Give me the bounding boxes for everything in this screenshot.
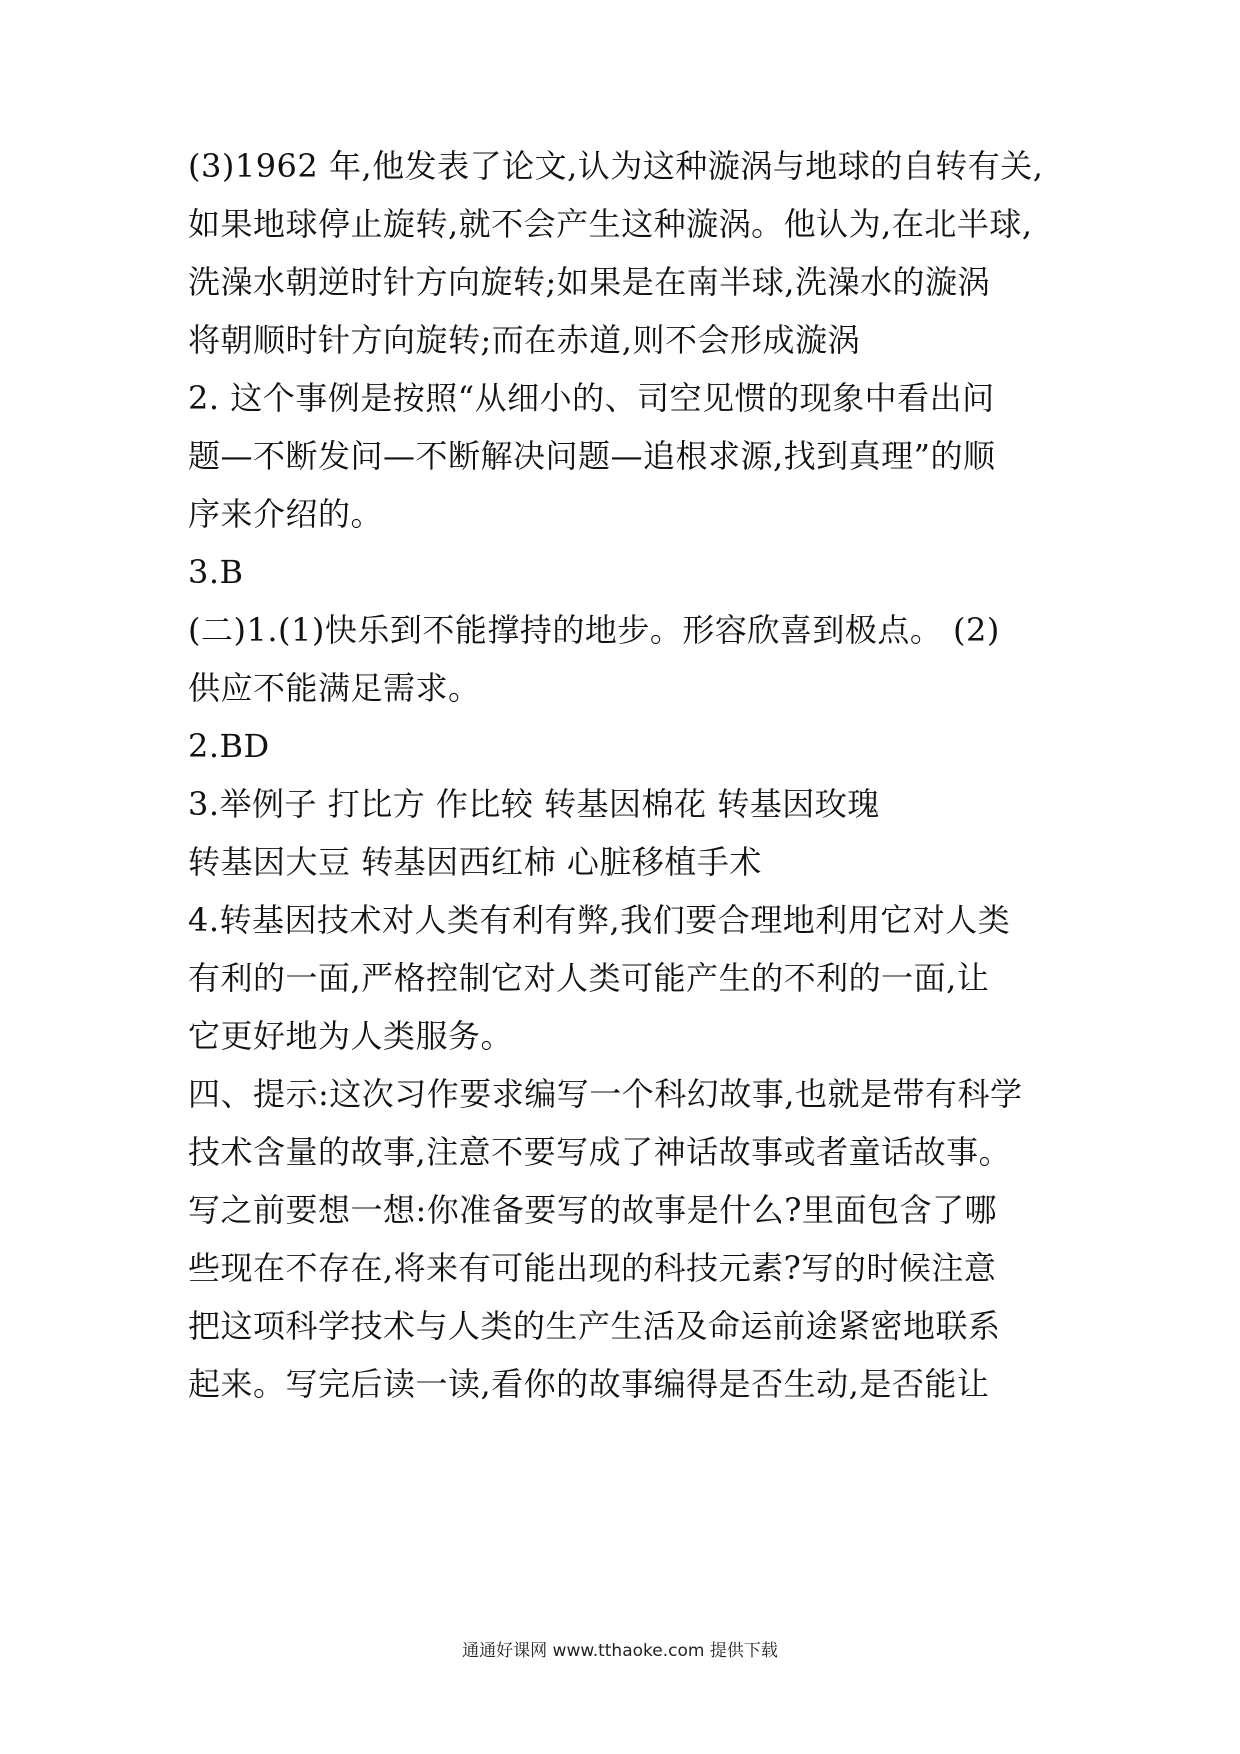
text-line: 洗澡水朝逆时针方向旋转;如果是在南半球,洗澡水的漩涡 [188, 263, 990, 301]
text-line: 序来介绍的。 [188, 495, 384, 533]
text-line: (二)1.(1)快乐到不能撑持的地步。形容欣喜到极点。 (2) [188, 611, 1000, 649]
text-line: 供应不能满足需求。 [188, 669, 481, 707]
text-line: 写之前要想一想:你准备要写的故事是什么?里面包含了哪 [188, 1191, 997, 1229]
text-line: 将朝顺时针方向旋转;而在赤道,则不会形成漩涡 [188, 321, 860, 359]
text-line: 转基因大豆 转基因西红柿 心脏移植手术 [188, 843, 762, 881]
page-footer: 通通好课网 www.tthaoke.com 提供下载 [462, 1641, 778, 1661]
text-line: 4.转基因技术对人类有利有弊,我们要合理地利用它对人类 [188, 901, 1011, 939]
text-line: 四、提示:这次习作要求编写一个科幻故事,也就是带有科学 [188, 1075, 1023, 1113]
text-line: 2. 这个事例是按照“从细小的、司空见惯的现象中看出问 [188, 379, 995, 417]
text-line: 如果地球停止旋转,就不会产生这种漩涡。他认为,在北半球, [188, 205, 1033, 243]
text-line: 3.举例子 打比方 作比较 转基因棉花 转基因玫瑰 [188, 785, 880, 823]
text-line: 技术含量的故事,注意不要写成了神话故事或者童话故事。 [188, 1133, 1012, 1171]
text-line: (3)1962 年,他发表了论文,认为这种漩涡与地球的自转有关, [188, 147, 1044, 185]
text-line: 它更好地为人类服务。 [188, 1017, 514, 1055]
text-line: 有利的一面,严格控制它对人类可能产生的不利的一面,让 [188, 959, 990, 997]
text-line: 3.B [188, 553, 244, 591]
text-line: 2.BD [188, 727, 270, 765]
text-line: 些现在不存在,将来有可能出现的科技元素?写的时候注意 [188, 1249, 997, 1287]
text-line: 起来。写完后读一读,看你的故事编得是否生动,是否能让 [188, 1365, 990, 1403]
text-line: 把这项科学技术与人类的生产生活及命运前途紧密地联系 [188, 1307, 1001, 1345]
text-line: 题—不断发问—不断解决问题—追根求源,找到真理”的顺 [188, 437, 996, 475]
